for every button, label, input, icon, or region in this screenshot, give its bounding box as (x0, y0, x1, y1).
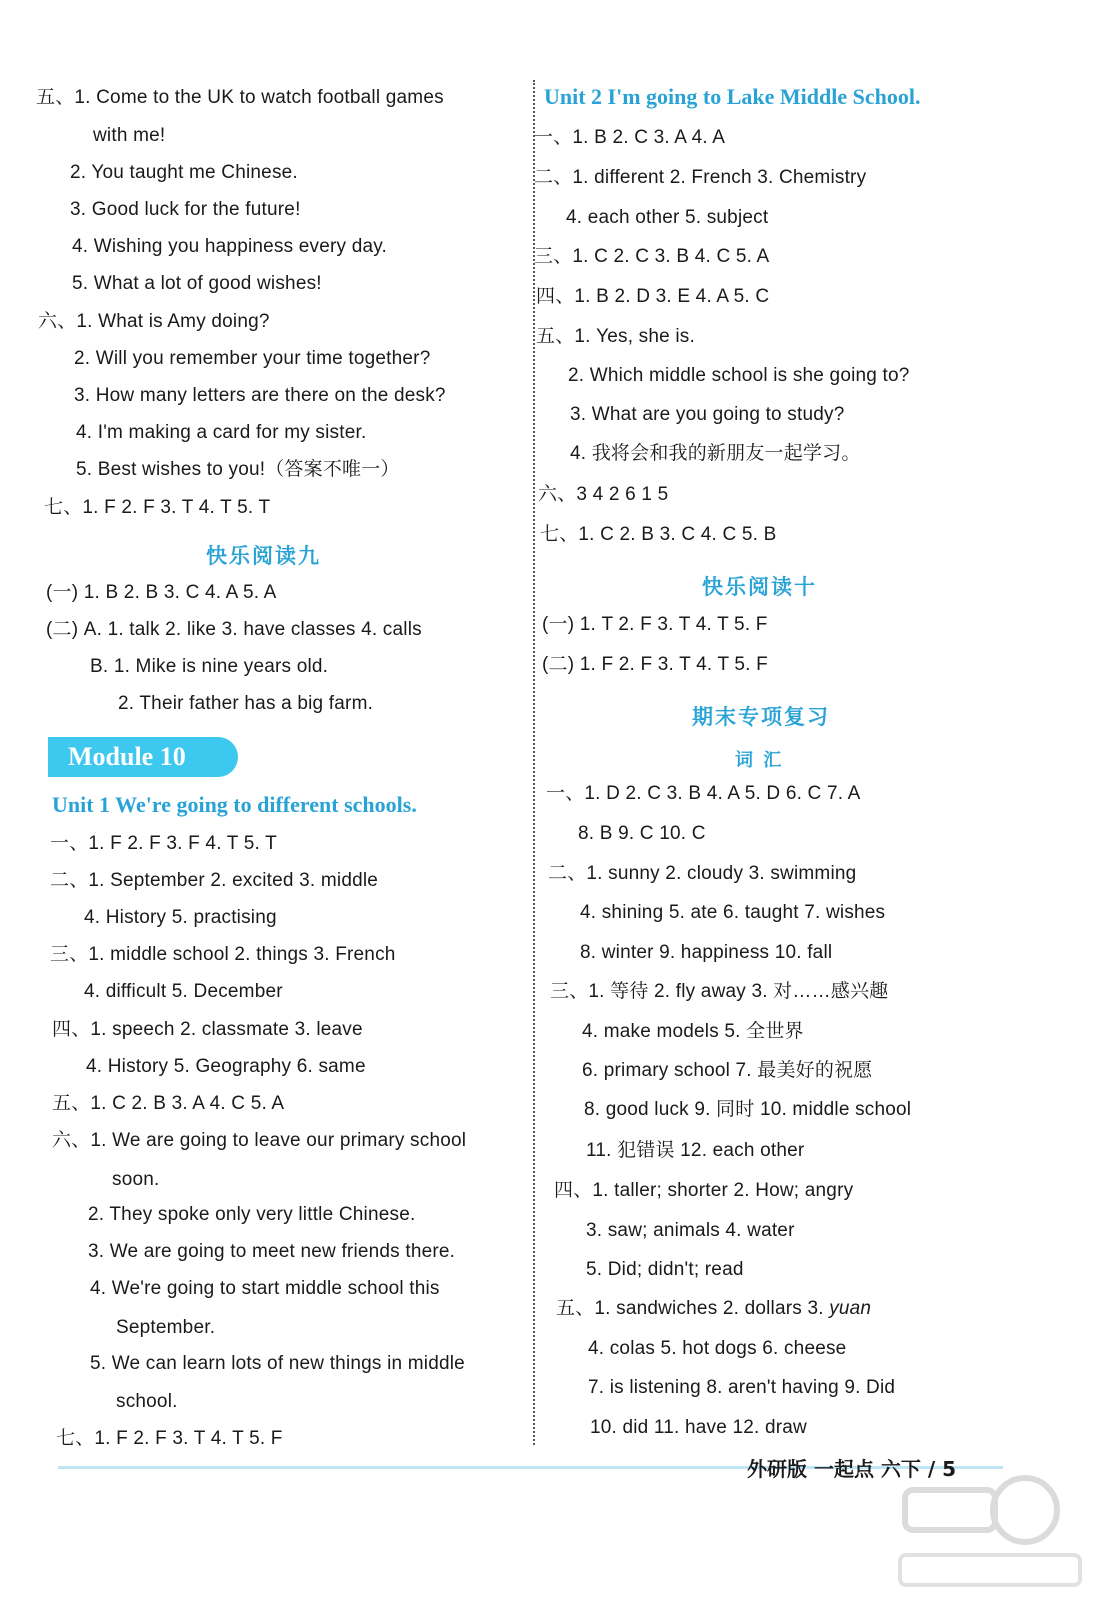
answer-line: 2. You taught me Chinese. (70, 162, 298, 183)
answer-line: (一) 1. B 2. B 3. C 4. A 5. A (46, 582, 277, 603)
answer-line: 2. They spoke only very little Chinese. (88, 1204, 416, 1225)
answer-line: 三、1. C 2. C 3. B 4. C 5. A (534, 246, 770, 267)
answer-line: school. (116, 1391, 178, 1412)
answer-line: soon. (112, 1169, 160, 1190)
answer-line: 二、1. different 2. French 3. Chemistry (534, 167, 867, 188)
answer-line: 二、1. sunny 2. cloudy 3. swimming (548, 863, 857, 884)
answer-line: 二、1. September 2. excited 3. middle (50, 870, 379, 891)
section-subtitle: 词 汇 (735, 750, 784, 771)
answer-line: 五、1. Yes, she is. (536, 326, 695, 347)
answer-line: 3. How many letters are there on the desk? (74, 385, 446, 406)
answer-line: 四、1. B 2. D 3. E 4. A 5. C (536, 286, 770, 307)
answer-line: 3. What are you going to study? (570, 404, 845, 425)
answer-line: 3. saw; animals 4. water (586, 1220, 795, 1241)
page-footer: 外研版 一起点 六下 / 5 (747, 1457, 957, 1481)
answer-line: 6. primary school 7. 最美好的祝愿 (582, 1060, 873, 1081)
answer-line: 四、1. speech 2. classmate 3. leave (52, 1019, 363, 1040)
answer-line: 4. shining 5. ate 6. taught 7. wishes (580, 902, 886, 923)
answer-line: 六、1. We are going to leave our primary school (52, 1130, 467, 1151)
answer-line: (一) 1. T 2. F 3. T 4. T 5. F (542, 614, 768, 635)
answer-line: 4. each other 5. subject (566, 207, 769, 228)
answer-line (556, 1297, 871, 1321)
answer-line: 4. 我将会和我的新朋友一起学习。 (570, 443, 861, 464)
unit-title: Unit 1 We're going to different schools. (52, 792, 417, 817)
answer-line: 3. We are going to meet new friends there. (88, 1241, 456, 1262)
module-banner: Module 10 (48, 737, 238, 777)
answer-line: 4. We're going to start middle school this (90, 1278, 440, 1299)
answer-line: 2. Their father has a big farm. (118, 693, 374, 714)
answer-line: with me! (93, 125, 166, 146)
answer-line: 4. difficult 5. December (84, 981, 283, 1002)
section-title: 快乐阅读十 (702, 575, 817, 599)
answer-line: 4. History 5. practising (84, 907, 277, 928)
answer-line: 七、1. F 2. F 3. T 4. T 5. T (44, 497, 271, 518)
answer-line: 5. Best wishes to you!（答案不唯一） (76, 459, 400, 480)
watermark-logo (895, 1470, 1085, 1595)
section-title: 期末专项复习 (692, 705, 830, 729)
answer-line: (二) 1. F 2. F 3. T 4. T 5. F (542, 654, 768, 675)
answer-line: (二) A. 1. talk 2. like 3. have classes 4. calls (46, 619, 422, 640)
answer-line: 8. good luck 9. 同时 10. middle school (584, 1099, 912, 1120)
answer-line: 4. make models 5. 全世界 (582, 1021, 804, 1042)
answer-line: 5. What a lot of good wishes! (72, 273, 322, 294)
column-divider (533, 80, 535, 1445)
answer-line: 11. 犯错误 12. each other (586, 1140, 805, 1161)
answer-text: 五、1. sandwiches 2. dollars 3. (556, 1298, 830, 1319)
answer-line: 4. I'm making a card for my sister. (76, 422, 367, 443)
answer-line: 2. Which middle school is she going to? (568, 365, 910, 386)
section-title: 快乐阅读九 (206, 544, 321, 568)
answer-line: 5. We can learn lots of new things in middle (90, 1353, 465, 1374)
answer-line: 7. is listening 8. aren't having 9. Did (588, 1377, 896, 1398)
answer-italic: yuan (829, 1298, 872, 1319)
answer-line: 六、1. What is Amy doing? (38, 311, 270, 332)
answer-line: 七、1. F 2. F 3. T 4. T 5. F (56, 1428, 283, 1449)
answer-line: 六、3 4 2 6 1 5 (538, 484, 669, 505)
answer-line: 三、1. 等待 2. fly away 3. 对……感兴趣 (550, 981, 889, 1002)
answer-line: 10. did 11. have 12. draw (590, 1417, 807, 1438)
answer-line: 三、1. middle school 2. things 3. French (50, 944, 396, 965)
answer-line: 3. Good luck for the future! (70, 199, 301, 220)
answer-line: 5. Did; didn't; read (586, 1259, 744, 1280)
answer-line: 8. B 9. C 10. C (578, 823, 706, 844)
answer-line: 五、1. C 2. B 3. A 4. C 5. A (52, 1093, 285, 1114)
answer-line: 一、1. B 2. C 3. A 4. A (534, 127, 726, 148)
answer-line: 4. colas 5. hot dogs 6. cheese (588, 1338, 847, 1359)
answer-line: 2. Will you remember your time together? (74, 348, 431, 369)
answer-line: 8. winter 9. happiness 10. fall (580, 942, 833, 963)
answer-line: September. (116, 1317, 216, 1338)
answer-line: 4. History 5. Geography 6. same (86, 1056, 366, 1077)
answer-line: B. 1. Mike is nine years old. (90, 656, 329, 677)
answer-line: 五、1. Come to the UK to watch football games (36, 87, 444, 108)
answer-line: 4. Wishing you happiness every day. (72, 236, 388, 257)
answer-line: 一、1. F 2. F 3. F 4. T 5. T (50, 833, 277, 854)
unit-title: Unit 2 I'm going to Lake Middle School. (544, 84, 921, 109)
answer-line: 一、1. D 2. C 3. B 4. A 5. D 6. C 7. A (546, 783, 861, 804)
answer-line: 四、1. taller; shorter 2. How; angry (554, 1180, 854, 1201)
answer-line: 七、1. C 2. B 3. C 4. C 5. B (540, 524, 777, 545)
